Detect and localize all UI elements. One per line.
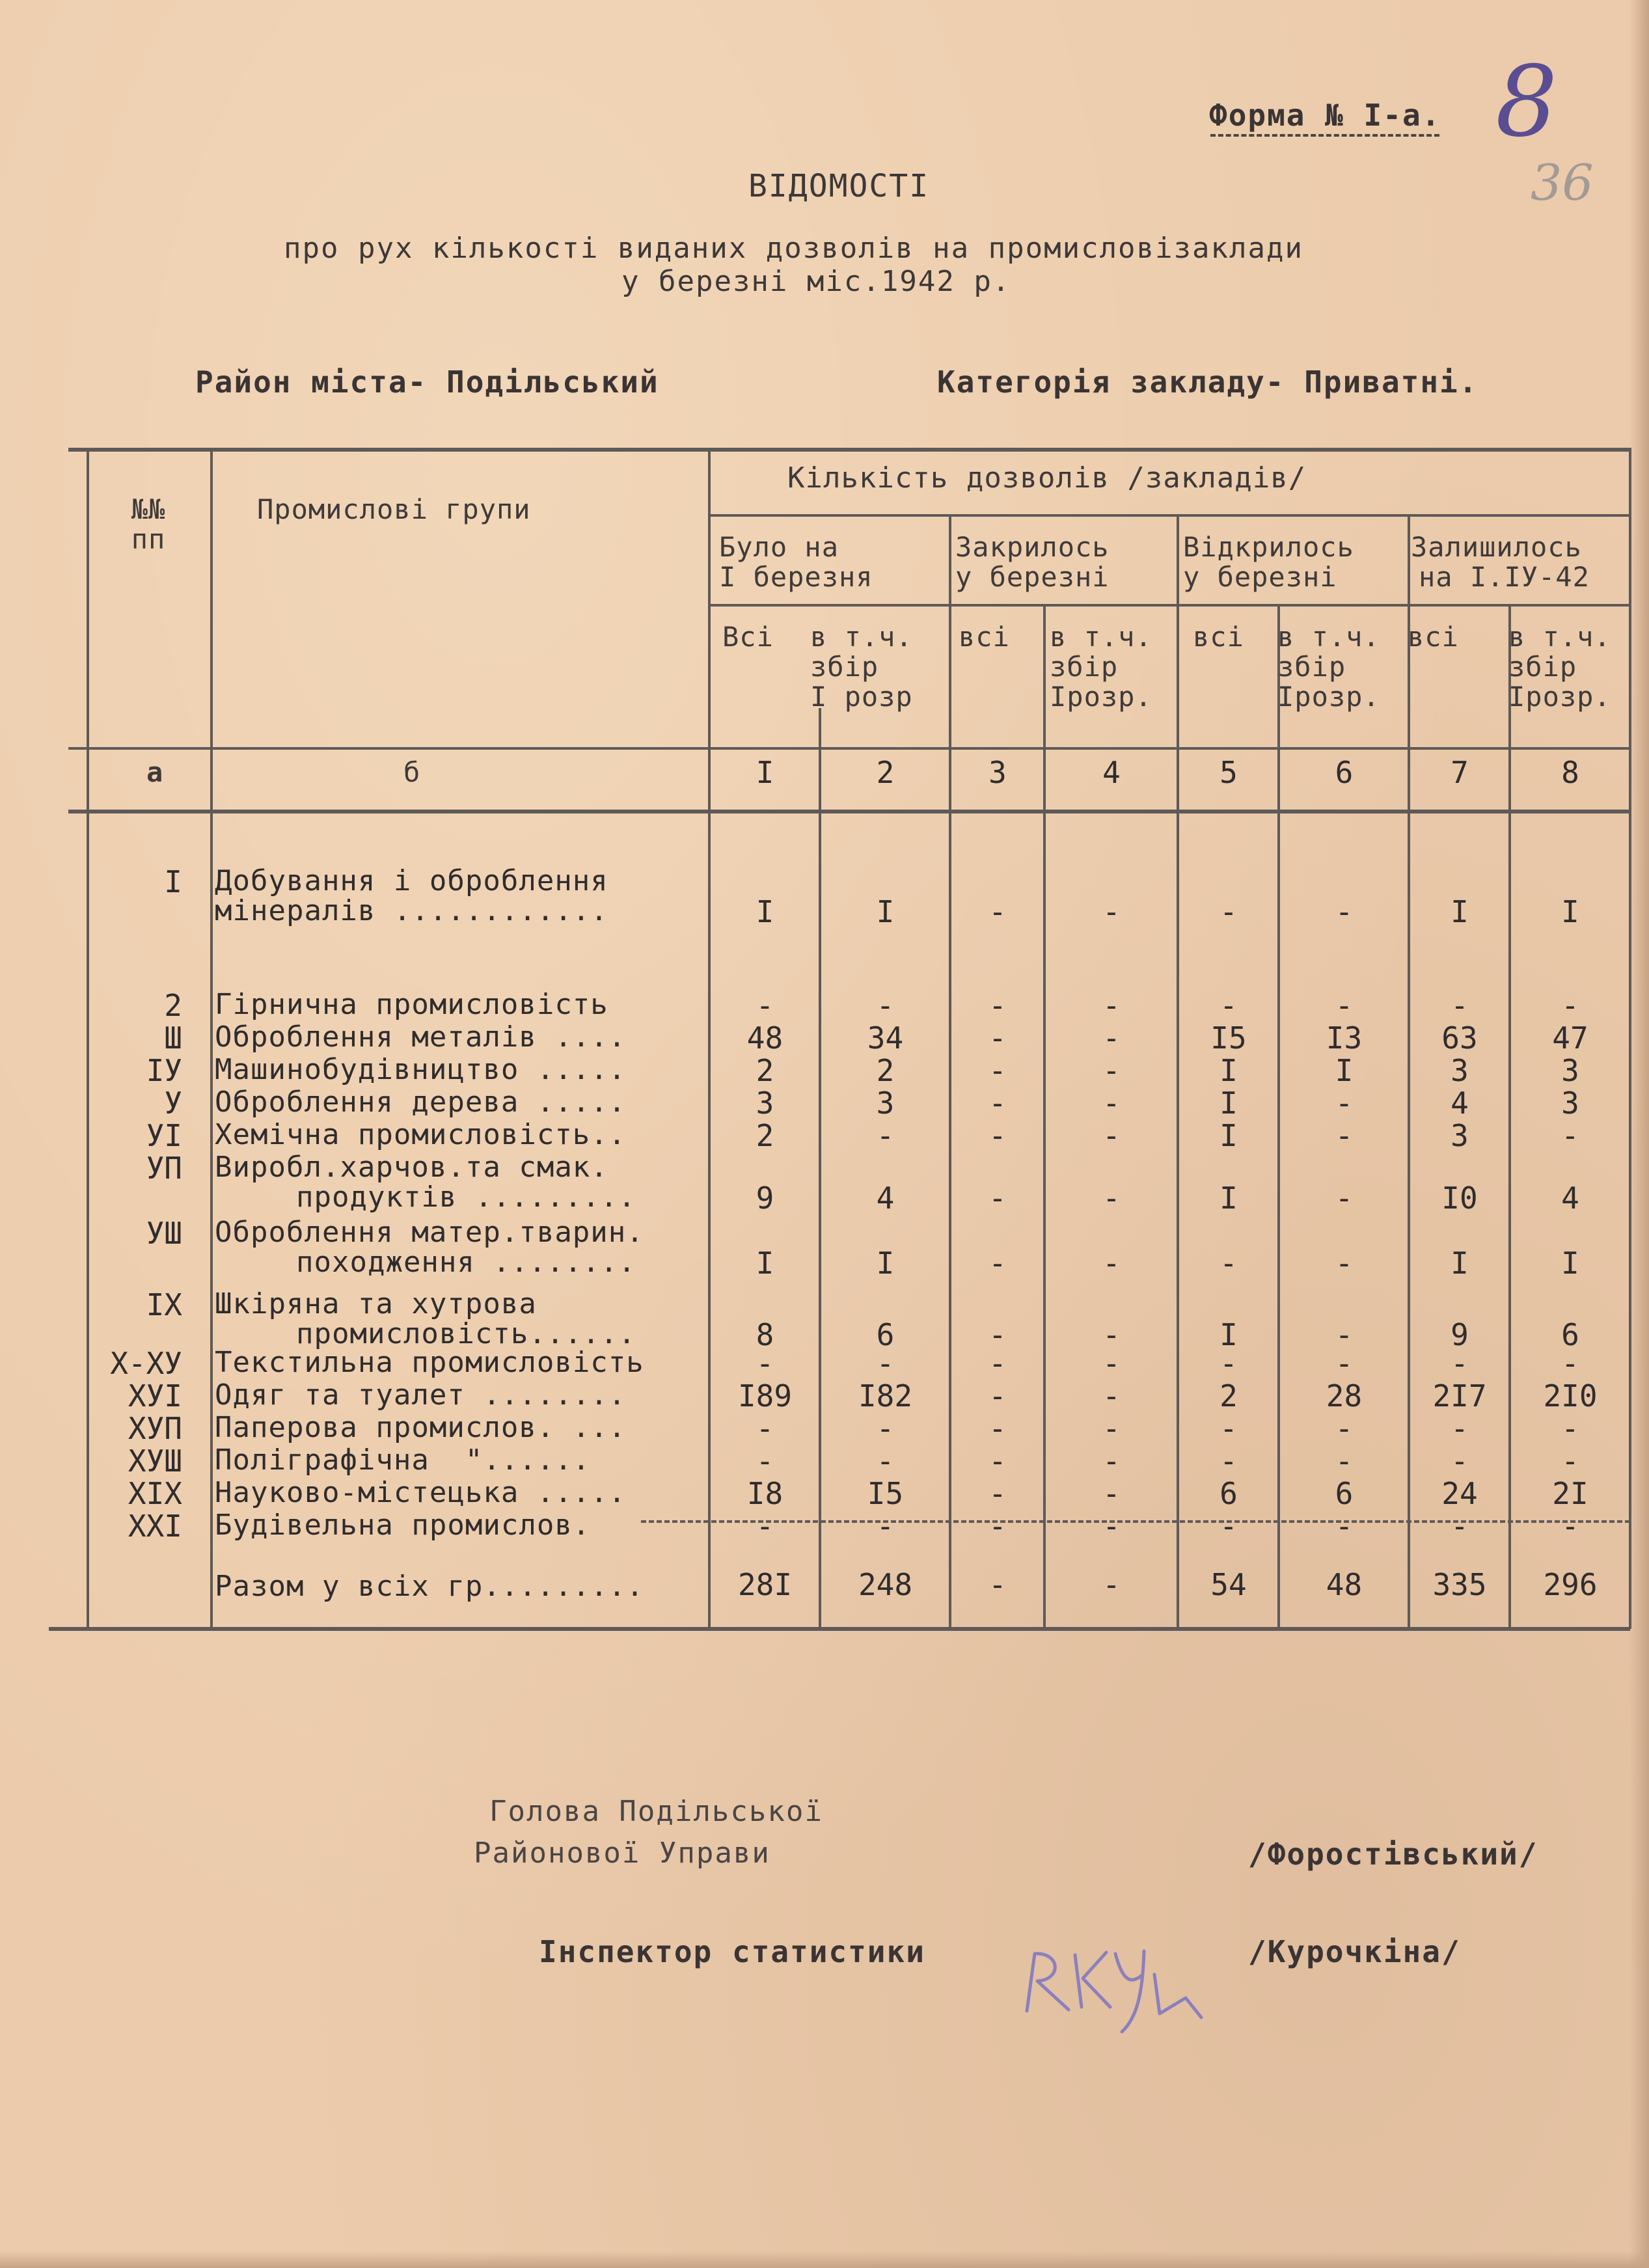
table-cell: -: [1220, 894, 1238, 929]
table-cell: -: [1102, 1411, 1121, 1446]
table-col-divider: [949, 514, 951, 1629]
sub-header-incl-1: в т.ч.: [1508, 621, 1611, 653]
table-cell: 2І7: [1432, 1378, 1487, 1414]
table-cell: -: [1102, 1181, 1121, 1216]
table-cell: І89: [737, 1378, 793, 1414]
row-group-name: Виробл.харчов.та смак.: [215, 1151, 608, 1184]
district-label: Район міста- Подільський: [195, 364, 659, 400]
sub-header-incl-1: в т.ч.: [1050, 621, 1152, 653]
col-a-header-2: пп: [131, 523, 166, 555]
table-cell: 48: [746, 1020, 784, 1056]
table-col-divider: [1408, 514, 1410, 1629]
sub-header-incl-2: збір: [1508, 651, 1577, 683]
sub-header-incl-3: Ірозр.: [1508, 681, 1611, 713]
table-top-border: [68, 448, 1630, 452]
row-number: ІУ: [146, 1053, 182, 1088]
table-cell: 3: [876, 1086, 895, 1121]
row-group-name: Оброблення металів ....: [215, 1020, 627, 1054]
signature-1-title-line1: Голова Подільської: [489, 1795, 823, 1828]
table-cell: 3: [1561, 1086, 1579, 1121]
row-group-name: Текстильна промисловість: [215, 1346, 644, 1379]
document-subtitle-line1: про рух кількості виданих дозволів на промисловізаклади: [284, 232, 1303, 265]
table-cell: -: [876, 1346, 895, 1381]
table-cell: І: [1220, 1317, 1238, 1352]
table-cell: -: [1220, 1411, 1238, 1446]
page-edge-shadow: [1629, 0, 1649, 2268]
table-cell: 6: [1561, 1317, 1579, 1352]
row-number: УІ: [146, 1118, 182, 1153]
row-number: ХХІ: [128, 1509, 182, 1544]
document-subtitle-line2: у березні міс.1942 р.: [621, 265, 1011, 298]
table-cell: -: [1335, 988, 1354, 1023]
table-cell: -: [1102, 1346, 1121, 1381]
table-cell: -: [988, 1509, 1007, 1544]
total-row-label: Разом у всіх гр.........: [215, 1570, 644, 1603]
row-number: ІХ: [146, 1287, 182, 1322]
table-cell: І: [1451, 1246, 1469, 1281]
table-cell: -: [1451, 988, 1469, 1023]
table-cell: 24: [1441, 1476, 1478, 1511]
table-cell: 2: [756, 1118, 774, 1153]
table-cell: -: [988, 1053, 1007, 1088]
table-col-divider: [1508, 604, 1511, 1629]
row-number: ХУШ: [128, 1443, 182, 1479]
table-cell: -: [876, 1411, 895, 1446]
row-group-name: Машинобудівництво .....: [215, 1053, 627, 1086]
group-header-opening-2: І березня: [719, 561, 873, 593]
sub-header-incl-1: в т.ч.: [810, 621, 913, 653]
table-cell: -: [1102, 1086, 1121, 1121]
col-index-6: 6: [1335, 755, 1354, 790]
page-number-handwritten: 8: [1495, 46, 1558, 159]
col-index-7: 7: [1451, 755, 1469, 790]
table-cell: І: [876, 1246, 895, 1281]
table-cell: -: [876, 1509, 895, 1544]
table-cell: І: [1220, 1118, 1238, 1153]
row-number: ХІХ: [128, 1476, 182, 1511]
row-number: ХУП: [128, 1411, 182, 1446]
table-cell: 2: [876, 1053, 895, 1088]
group-header-opening-1: Було на: [719, 531, 839, 563]
table-cell: 4: [1451, 1086, 1469, 1121]
row-group-name: Паперова промислов. ...: [215, 1411, 627, 1444]
table-cell: -: [1220, 988, 1238, 1023]
table-cell: -: [1102, 1053, 1121, 1088]
group-header-closed-2: у березні: [955, 561, 1110, 593]
table-cell: 2І: [1552, 1476, 1588, 1511]
col-index-8: 8: [1561, 755, 1579, 790]
sub-header-incl-2: збір: [810, 651, 879, 683]
table-cell: 6: [1220, 1476, 1238, 1511]
table-cell: -: [1335, 1086, 1354, 1121]
row-number: I: [164, 864, 182, 899]
table-cell: -: [1561, 988, 1579, 1023]
table-cell: -: [1561, 1509, 1579, 1544]
row-number: УП: [146, 1151, 182, 1186]
table-cell: -: [1220, 1509, 1238, 1544]
table-cell: І: [1451, 894, 1469, 929]
sub-header-all: всі: [959, 621, 1010, 653]
row-number: У: [164, 1086, 182, 1121]
total-cell: 48: [1326, 1567, 1363, 1602]
table-cell: -: [756, 1346, 774, 1381]
table-cell: 63: [1441, 1020, 1478, 1056]
table-cell: -: [988, 1476, 1007, 1511]
table-cell: І: [1220, 1181, 1238, 1216]
table-cell: -: [1102, 988, 1121, 1023]
table-cell: -: [876, 1118, 895, 1153]
table-cell: 6: [876, 1317, 895, 1352]
table-cell: -: [1335, 1181, 1354, 1216]
sub-header-all: всі: [1408, 621, 1459, 653]
table-cell: -: [1102, 1378, 1121, 1414]
category-label: Категорія закладу- Приватні.: [937, 364, 1479, 400]
permits-table: [68, 448, 1630, 1632]
table-cell: 3: [1451, 1053, 1469, 1088]
total-cell: 54: [1210, 1567, 1247, 1602]
table-cell: -: [1335, 1509, 1354, 1544]
group-header-opened-2: у березні: [1183, 561, 1337, 593]
sub-header-incl-3: Ірозр.: [1277, 681, 1380, 713]
table-cell: 47: [1552, 1020, 1588, 1056]
document-title: ВІДОМОСТІ: [748, 168, 930, 204]
page-number-pencil: 36: [1531, 154, 1594, 212]
table-cell: -: [988, 1411, 1007, 1446]
sub-header-all: всі: [1193, 621, 1244, 653]
table-cell: 34: [867, 1020, 904, 1056]
total-cell: 28І: [737, 1567, 793, 1602]
table-cell: -: [988, 1086, 1007, 1121]
table-cell: -: [876, 1443, 895, 1479]
top-header: Кількість дозволів /закладів/: [787, 461, 1307, 495]
signature-2-name: /Курочкіна/: [1248, 1934, 1461, 1969]
table-cell: 9: [1451, 1317, 1469, 1352]
row-group-name: Добування і оброблення: [215, 864, 608, 897]
table-cell: І: [1335, 1053, 1354, 1088]
table-cell: -: [1335, 1246, 1354, 1281]
table-cell: І: [1220, 1053, 1238, 1088]
table-cell: 4: [876, 1181, 895, 1216]
table-cell: 2: [1220, 1378, 1238, 1414]
table-cell: 6: [1335, 1476, 1354, 1511]
total-cell: 248: [858, 1567, 913, 1602]
sub-header-incl-2: збір: [1050, 651, 1119, 683]
table-cell: -: [1220, 1443, 1238, 1479]
table-cell: І0: [1441, 1181, 1478, 1216]
table-cell: І: [876, 894, 895, 929]
table-cell: І8: [746, 1476, 784, 1511]
total-cell: -: [1102, 1567, 1121, 1602]
table-cell: І: [1561, 1246, 1579, 1281]
handwritten-signature: [1015, 1939, 1210, 2037]
table-cell: -: [1220, 1246, 1238, 1281]
table-cell: -: [1335, 894, 1354, 929]
table-cell: -: [988, 1317, 1007, 1352]
table-cell: -: [988, 1020, 1007, 1056]
table-cell: -: [1220, 1346, 1238, 1381]
table-cell: -: [988, 1378, 1007, 1414]
group-header-closed-1: Закрилось: [955, 531, 1110, 563]
group-header-opened-1: Відкрилось: [1183, 531, 1354, 563]
table-cell: І: [756, 1246, 774, 1281]
table-cell: -: [1561, 1118, 1579, 1153]
table-cell: -: [988, 1181, 1007, 1216]
row-group-name: Оброблення матер.тварин.: [215, 1216, 644, 1249]
sub-header-incl-3: І розр: [810, 681, 913, 713]
sub-header-all: Всі: [722, 621, 774, 653]
table-cell: -: [756, 1509, 774, 1544]
row-number: Х-ХУ: [110, 1346, 182, 1381]
table-col-divider: [1277, 604, 1280, 1629]
table-header-rule: [68, 747, 1630, 750]
col-index-4: 4: [1102, 755, 1121, 790]
table-cell: -: [756, 1443, 774, 1479]
table-cell: -: [1561, 1411, 1579, 1446]
table-cell: -: [1102, 1020, 1121, 1056]
page-edge-shadow-bottom: [0, 2251, 1649, 2268]
col-index-5: 5: [1220, 755, 1238, 790]
row-group-name: Гірнична промисловість: [215, 988, 608, 1021]
row-group-name: промисловість......: [296, 1317, 636, 1350]
table-cell: І: [1561, 894, 1579, 929]
sub-header-incl-1: в т.ч.: [1277, 621, 1380, 653]
row-group-name: Будівельна промислов.: [215, 1509, 591, 1542]
row-group-name: Хемічна промисловість..: [215, 1118, 627, 1151]
table-cell: 4: [1561, 1181, 1579, 1216]
table-cell: 2: [756, 1053, 774, 1088]
table-cell: -: [1102, 1443, 1121, 1479]
signature-2-title: Інспектор статистики: [539, 1934, 925, 1969]
row-number: Ш: [164, 1020, 182, 1056]
table-cell: -: [988, 1246, 1007, 1281]
row-group-name: продуктів .........: [296, 1181, 636, 1214]
table-cell: -: [1102, 1317, 1121, 1352]
table-cell: І5: [867, 1476, 904, 1511]
row-group-name: Оброблення дерева .....: [215, 1086, 627, 1119]
table-cell: -: [988, 894, 1007, 929]
table-cell: -: [1335, 1118, 1354, 1153]
table-cell: -: [1335, 1443, 1354, 1479]
col-index-1: І: [756, 755, 774, 790]
table-cell: -: [1335, 1317, 1354, 1352]
table-cell: -: [1561, 1443, 1579, 1479]
table-cell: І: [1220, 1086, 1238, 1121]
col-index-3: 3: [988, 755, 1007, 790]
table-cell: -: [1451, 1411, 1469, 1446]
table-cell: -: [756, 1411, 774, 1446]
col-a-header-1: №№: [131, 493, 166, 525]
row-number: ХУІ: [128, 1378, 182, 1414]
table-header-bottom: [68, 810, 1630, 813]
row-group-name: мінералів ............: [215, 894, 608, 927]
row-group-name: походження ........: [296, 1246, 636, 1279]
group-header-remaining-1: Залишилось: [1411, 531, 1582, 563]
row-group-name: Одяг та туалет ........: [215, 1378, 627, 1412]
sub-header-incl-2: збір: [1277, 651, 1346, 683]
row-number: 2: [164, 988, 182, 1023]
col-b-header: Промислові групи: [257, 493, 531, 525]
table-col-divider: [1177, 514, 1179, 1629]
signature-1-title-line2: Районової Управи: [474, 1837, 770, 1870]
table-cell: -: [988, 1443, 1007, 1479]
table-cell: І3: [1326, 1020, 1363, 1056]
form-label: Форма № І-а.: [1209, 98, 1441, 133]
table-cell: І5: [1210, 1020, 1247, 1056]
sub-header-incl-3: Ірозр.: [1050, 681, 1152, 713]
row-group-name: Поліграфічна "......: [215, 1443, 591, 1477]
form-label-underline: [1210, 134, 1439, 137]
table-cell: 3: [756, 1086, 774, 1121]
table-cell: 9: [756, 1181, 774, 1216]
table-cell: -: [988, 1118, 1007, 1153]
table-cell: -: [1102, 894, 1121, 929]
table-cell: -: [1451, 1443, 1469, 1479]
table-cell: -: [756, 988, 774, 1023]
total-cell: 296: [1543, 1567, 1598, 1602]
table-cell: 28: [1326, 1378, 1363, 1414]
group-header-remaining-2: на І.ІУ-42: [1419, 561, 1590, 593]
table-cell: -: [1451, 1509, 1469, 1544]
total-cell: 335: [1432, 1567, 1487, 1602]
row-number: УШ: [146, 1216, 182, 1251]
table-bottom-border: [49, 1627, 1630, 1631]
table-cell: 2І0: [1543, 1378, 1598, 1414]
table-cell: -: [1561, 1346, 1579, 1381]
table-cell: І: [756, 894, 774, 929]
table-cell: -: [1102, 1246, 1121, 1281]
table-cell: -: [1335, 1411, 1354, 1446]
table-header-rule: [708, 604, 1630, 607]
table-cell: 8: [756, 1317, 774, 1352]
row-group-name: Шкіряна та хутрова: [215, 1287, 537, 1320]
table-col-divider: [708, 448, 711, 1629]
table-cell: 3: [1561, 1053, 1579, 1088]
col-index-b: б: [403, 756, 421, 788]
table-cell: -: [1335, 1346, 1354, 1381]
table-cell: -: [876, 988, 895, 1023]
table-col-divider: [1043, 604, 1046, 1629]
table-cell: -: [1102, 1118, 1121, 1153]
table-cell: -: [1102, 1509, 1121, 1544]
signature-1-name: /Форостівський/: [1248, 1837, 1538, 1872]
table-cell: -: [988, 988, 1007, 1023]
table-col-divider: [819, 708, 821, 1629]
table-cell: -: [988, 1346, 1007, 1381]
row-group-name: Науково-містецька .....: [215, 1476, 627, 1509]
col-index-2: 2: [876, 755, 895, 790]
table-col-divider: [210, 448, 213, 1629]
col-index-a: а: [146, 756, 164, 788]
table-cell: 3: [1451, 1118, 1469, 1153]
total-cell: -: [988, 1567, 1007, 1602]
table-right-border: [1629, 448, 1631, 1629]
table-cell: -: [1451, 1346, 1469, 1381]
table-cell: -: [1102, 1476, 1121, 1511]
table-cell: І82: [858, 1378, 913, 1414]
table-header-rule: [708, 514, 1630, 517]
